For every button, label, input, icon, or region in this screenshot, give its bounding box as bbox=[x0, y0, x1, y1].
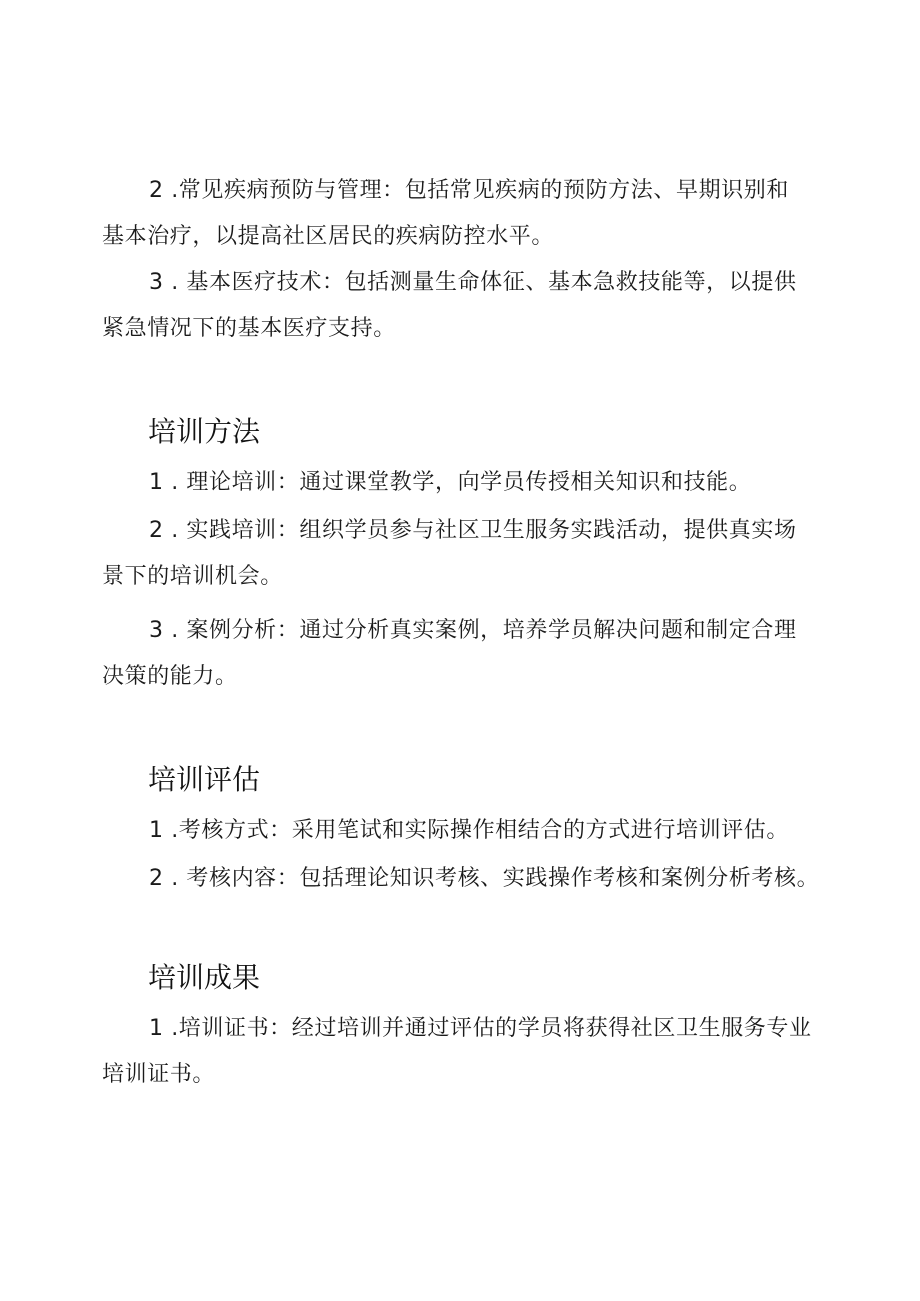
list-item-line: 景下的培训机会。 bbox=[102, 564, 283, 589]
list-item-case-analysis bbox=[102, 608, 820, 700]
list-item-line: 1 .培训证书：经过培训并通过评估的学员将获得社区卫生服务专业 bbox=[149, 1016, 812, 1041]
list-item-theory-training bbox=[102, 460, 820, 506]
section-heading-methods: 培训方法 bbox=[148, 415, 261, 448]
list-item-training-certificate bbox=[102, 1006, 820, 1098]
list-item-disease-prevention bbox=[102, 168, 820, 260]
list-item-line: 基本治疗，以提高社区居民的疾病防控水平。 bbox=[102, 224, 555, 249]
list-item-line: 1 .考核方式：采用笔试和实际操作相结合的方式进行培训评估。 bbox=[149, 818, 789, 843]
list-item-assessment-content bbox=[102, 856, 820, 902]
list-item-line: 决策的能力。 bbox=[102, 664, 238, 689]
list-item-line: 3 . 基本医疗技术：包括测量生命体征、基本急救技能等，以提供 bbox=[149, 270, 797, 295]
list-item-practice-training bbox=[102, 508, 820, 600]
list-item-basic-medical-skills bbox=[102, 260, 820, 352]
list-item-line: 1 . 理论培训：通过课堂教学，向学员传授相关知识和技能。 bbox=[149, 470, 752, 495]
list-item-assessment-method bbox=[102, 808, 820, 854]
list-item-line: 2 .常见疾病预防与管理：包括常见疾病的预防方法、早期识别和 bbox=[149, 178, 789, 203]
section-heading-results: 培训成果 bbox=[148, 961, 261, 994]
list-item-line: 2 . 考核内容：包括理论知识考核、实践操作考核和案例分析考核。 bbox=[149, 866, 820, 891]
list-item-line: 紧急情况下的基本医疗支持。 bbox=[102, 316, 396, 341]
section-heading-evaluation: 培训评估 bbox=[148, 763, 261, 796]
list-item-line: 2 . 实践培训：组织学员参与社区卫生服务实践活动，提供真实场 bbox=[149, 518, 797, 543]
list-item-line: 3 . 案例分析：通过分析真实案例，培养学员解决问题和制定合理 bbox=[149, 618, 797, 643]
list-item-line: 培训证书。 bbox=[102, 1062, 216, 1087]
